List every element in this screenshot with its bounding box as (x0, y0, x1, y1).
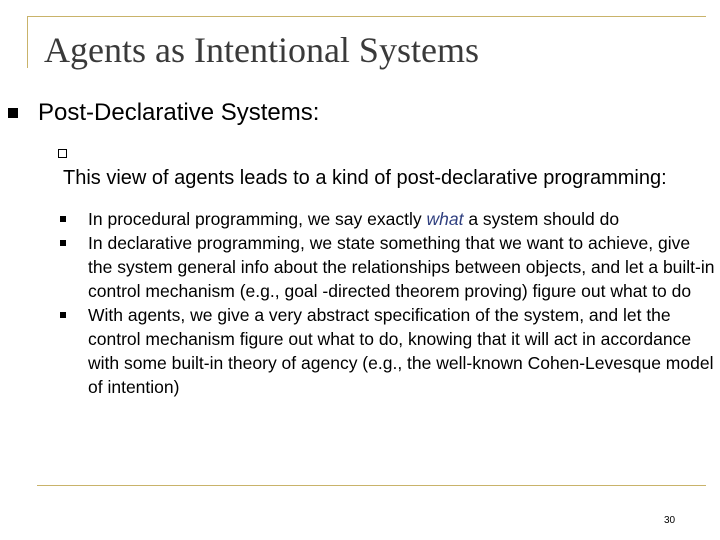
level3-emphasis: what (426, 209, 464, 229)
level3-text-pre: In procedural programming, we say exactly (88, 209, 427, 229)
level1-text: Post-Declarative Systems: (38, 99, 320, 126)
title-frame-left-rule (27, 16, 28, 68)
level3-list (60, 207, 715, 399)
page-number: 30 (664, 515, 676, 526)
level3-item (60, 207, 715, 231)
title-frame-top-rule (27, 16, 706, 17)
square-bullet-icon (60, 312, 66, 318)
level2-text-content: This view of agents leads to a kind of post-declarative programming: (63, 167, 667, 189)
level3-text: In declarative programming, we state something that we want to achieve, give the system general info about the relationships between objects, and let a built-in control mechanism (e.g., goal -directed theorem proving) figure out what to do (88, 233, 715, 301)
square-bullet-icon (8, 108, 18, 118)
square-bullet-icon (60, 216, 66, 222)
slide-title: Agents as Intentional Systems (44, 30, 479, 70)
level3-text-post: a system should do (463, 209, 620, 229)
level2-text (63, 141, 693, 191)
level3-item (60, 231, 715, 303)
level3-text: With agents, we give a very abstract specification of the system, and let the control mechanism figure out what to do, knowing that it will act in accordance with some built-in theory of agency (e.g., the well-known Cohen-Levesque model of intention) (88, 305, 714, 397)
footer-rule (37, 485, 706, 486)
square-bullet-icon (60, 240, 66, 246)
level3-item (60, 303, 715, 399)
